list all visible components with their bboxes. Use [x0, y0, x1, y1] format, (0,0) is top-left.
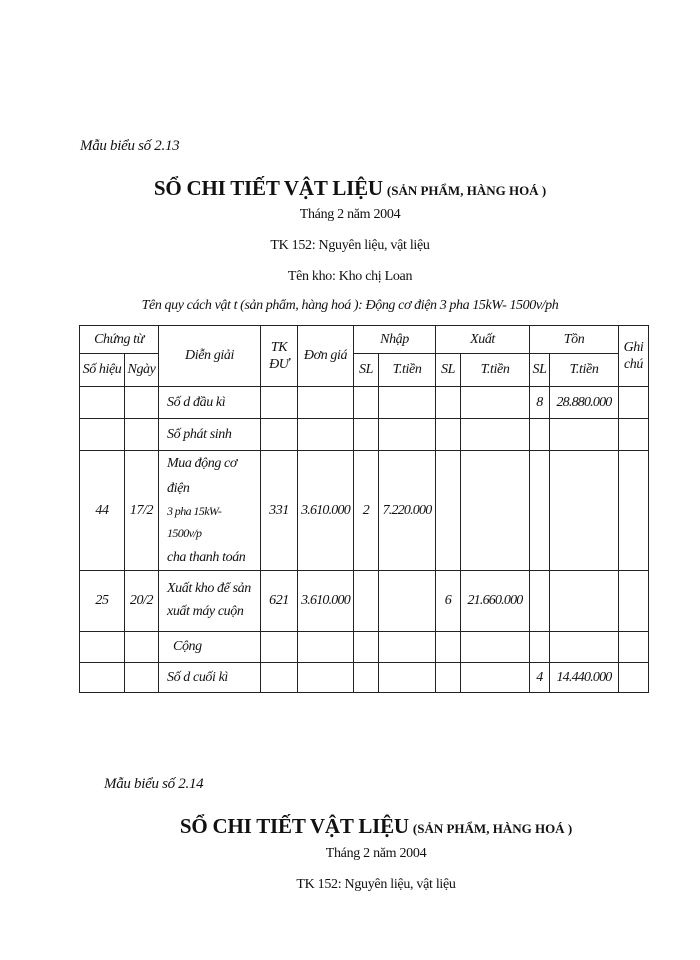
table-row [80, 419, 649, 451]
description-line: Số d đầu kì [167, 394, 226, 410]
form-code: Mẫu biểu số 2.13 [80, 138, 180, 154]
description-line: Số phát sinh [167, 426, 232, 442]
header-description: Diễn giải [159, 326, 261, 387]
cell-import-amount [379, 387, 436, 419]
header-export-qty: SL [436, 354, 461, 387]
cell-balance-qty [530, 631, 550, 662]
cell-voucher-date: 20/2 [125, 570, 159, 631]
table-row [80, 662, 649, 692]
cell-note [619, 662, 649, 692]
cell-balance-amount [550, 419, 619, 451]
cell-tk-du: 621 [261, 570, 298, 631]
header-voucher-date: Ngày [125, 354, 159, 387]
header-export-amount: T.tiền [461, 354, 530, 387]
cell-export-amount: 21.660.000 [461, 570, 530, 631]
ledger-month-2: Tháng 2 năm 2004 [325, 846, 427, 861]
table-row [80, 387, 649, 419]
cell-note [619, 451, 649, 571]
cell-export-qty [436, 387, 461, 419]
cell-export-amount [461, 387, 530, 419]
description-line: xuất máy cuộn [167, 603, 244, 619]
cell-description [159, 662, 261, 692]
ledger-title-sub-2: (SẢN PHẨM, HÀNG HOÁ ) [412, 821, 573, 836]
cell-voucher-no [80, 631, 125, 662]
cell-note [619, 570, 649, 631]
header-note-line2: chú [623, 357, 643, 372]
cell-tk-du [261, 419, 298, 451]
cell-balance-amount [550, 451, 619, 571]
cell-balance-qty: 4 [530, 662, 550, 692]
ledger-warehouse: Tên kho: Kho chị Loan [287, 269, 413, 284]
header-row-1 [80, 326, 649, 354]
cell-import-qty [354, 570, 379, 631]
cell-tk-du [261, 662, 298, 692]
header-import-qty: SL [354, 354, 379, 387]
cell-unit-price: 3.610.000 [298, 570, 354, 631]
table-row [80, 570, 649, 631]
material-ledger-table [79, 325, 649, 693]
cell-description [159, 570, 261, 631]
header-import-amount: T.tiền [379, 354, 436, 387]
ledger-title-2 [26, 814, 700, 839]
cell-voucher-date [125, 387, 159, 419]
table-row [80, 451, 649, 571]
cell-voucher-date: 17/2 [125, 451, 159, 571]
cell-import-qty [354, 631, 379, 662]
ledger-title-main-2: SỔ CHI TIẾT VẬT LIỆU [179, 814, 409, 838]
cell-import-qty [354, 662, 379, 692]
cell-import-qty [354, 387, 379, 419]
description-line: Xuất kho để sản [167, 581, 251, 597]
cell-balance-qty [530, 570, 550, 631]
cell-tk-du [261, 631, 298, 662]
cell-voucher-date [125, 662, 159, 692]
cell-note [619, 387, 649, 419]
cell-unit-price [298, 631, 354, 662]
cell-description [159, 387, 261, 419]
cell-export-amount [461, 451, 530, 571]
header-balance: Tồn [530, 326, 619, 354]
header-tk-du-line1: TK [270, 339, 288, 355]
description-line: 3 pha 15kW- 1500v/p [167, 504, 222, 540]
cell-import-amount [379, 662, 436, 692]
cell-tk-du: 331 [261, 451, 298, 571]
description-line: Cộng [173, 639, 202, 654]
header-voucher-no: Số hiệu [80, 354, 125, 387]
ledger-account-2: TK 152: Nguyên liệu, vật liệu [296, 877, 456, 892]
header-note [619, 326, 649, 387]
header-export: Xuất [436, 326, 530, 354]
cell-import-amount: 7.220.000 [379, 451, 436, 571]
cell-import-amount [379, 570, 436, 631]
cell-export-qty: 6 [436, 570, 461, 631]
cell-export-amount [461, 419, 530, 451]
cell-export-amount [461, 631, 530, 662]
cell-description [159, 631, 261, 662]
header-unit-price: Đơn giá [298, 326, 354, 387]
cell-import-qty: 2 [354, 451, 379, 571]
cell-export-qty [436, 451, 461, 571]
cell-voucher-date [125, 631, 159, 662]
ledger-title-main: SỔ CHI TIẾT VẬT LIỆU [153, 176, 383, 200]
cell-voucher-no [80, 387, 125, 419]
cell-unit-price [298, 662, 354, 692]
cell-voucher-no: 25 [80, 570, 125, 631]
cell-balance-amount [550, 631, 619, 662]
cell-balance-qty [530, 419, 550, 451]
ledger-title [0, 176, 700, 201]
cell-unit-price [298, 387, 354, 419]
header-import: Nhập [354, 326, 436, 354]
cell-tk-du [261, 387, 298, 419]
cell-export-qty [436, 419, 461, 451]
table-row [80, 631, 649, 662]
cell-balance-amount: 14.440.000 [550, 662, 619, 692]
description-line: cha thanh toán [167, 549, 246, 565]
header-tk-du-line2: ĐƯ [269, 357, 289, 372]
header-voucher: Chứng từ [80, 326, 159, 354]
form-code-2: Mẫu biểu số 2.14 [104, 776, 204, 792]
cell-export-qty [436, 631, 461, 662]
cell-description [159, 451, 261, 571]
ledger-account: TK 152: Nguyên liệu, vật liệu [270, 238, 430, 253]
header-tk-du [261, 326, 298, 387]
description-line: Mua động cơ điện [167, 456, 237, 497]
cell-unit-price: 3.610.000 [298, 451, 354, 571]
cell-import-amount [379, 419, 436, 451]
cell-balance-amount: 28.880.000 [550, 387, 619, 419]
cell-balance-qty: 8 [530, 387, 550, 419]
ledger-title-sub: (SẢN PHẨM, HÀNG HOÁ ) [386, 183, 547, 198]
description-line: Số d cuối kì [167, 669, 228, 685]
cell-note [619, 631, 649, 662]
ledger-month: Tháng 2 năm 2004 [299, 207, 401, 222]
cell-import-amount [379, 631, 436, 662]
ledger-item-spec: Tên quy cách vật t (sản phẩm, hàng hoá ): Động cơ điện 3 pha 15kW- 1500v/ph [141, 298, 559, 313]
cell-import-qty [354, 419, 379, 451]
cell-description [159, 419, 261, 451]
cell-voucher-date [125, 419, 159, 451]
cell-voucher-no [80, 662, 125, 692]
cell-balance-amount [550, 570, 619, 631]
cell-export-amount [461, 662, 530, 692]
header-note-line1: Ghi [623, 339, 644, 355]
header-balance-amount: T.tiền [550, 354, 619, 387]
cell-export-qty [436, 662, 461, 692]
cell-voucher-no [80, 419, 125, 451]
cell-note [619, 419, 649, 451]
header-balance-qty: SL [530, 354, 550, 387]
cell-unit-price [298, 419, 354, 451]
cell-balance-qty [530, 451, 550, 571]
cell-voucher-no: 44 [80, 451, 125, 571]
